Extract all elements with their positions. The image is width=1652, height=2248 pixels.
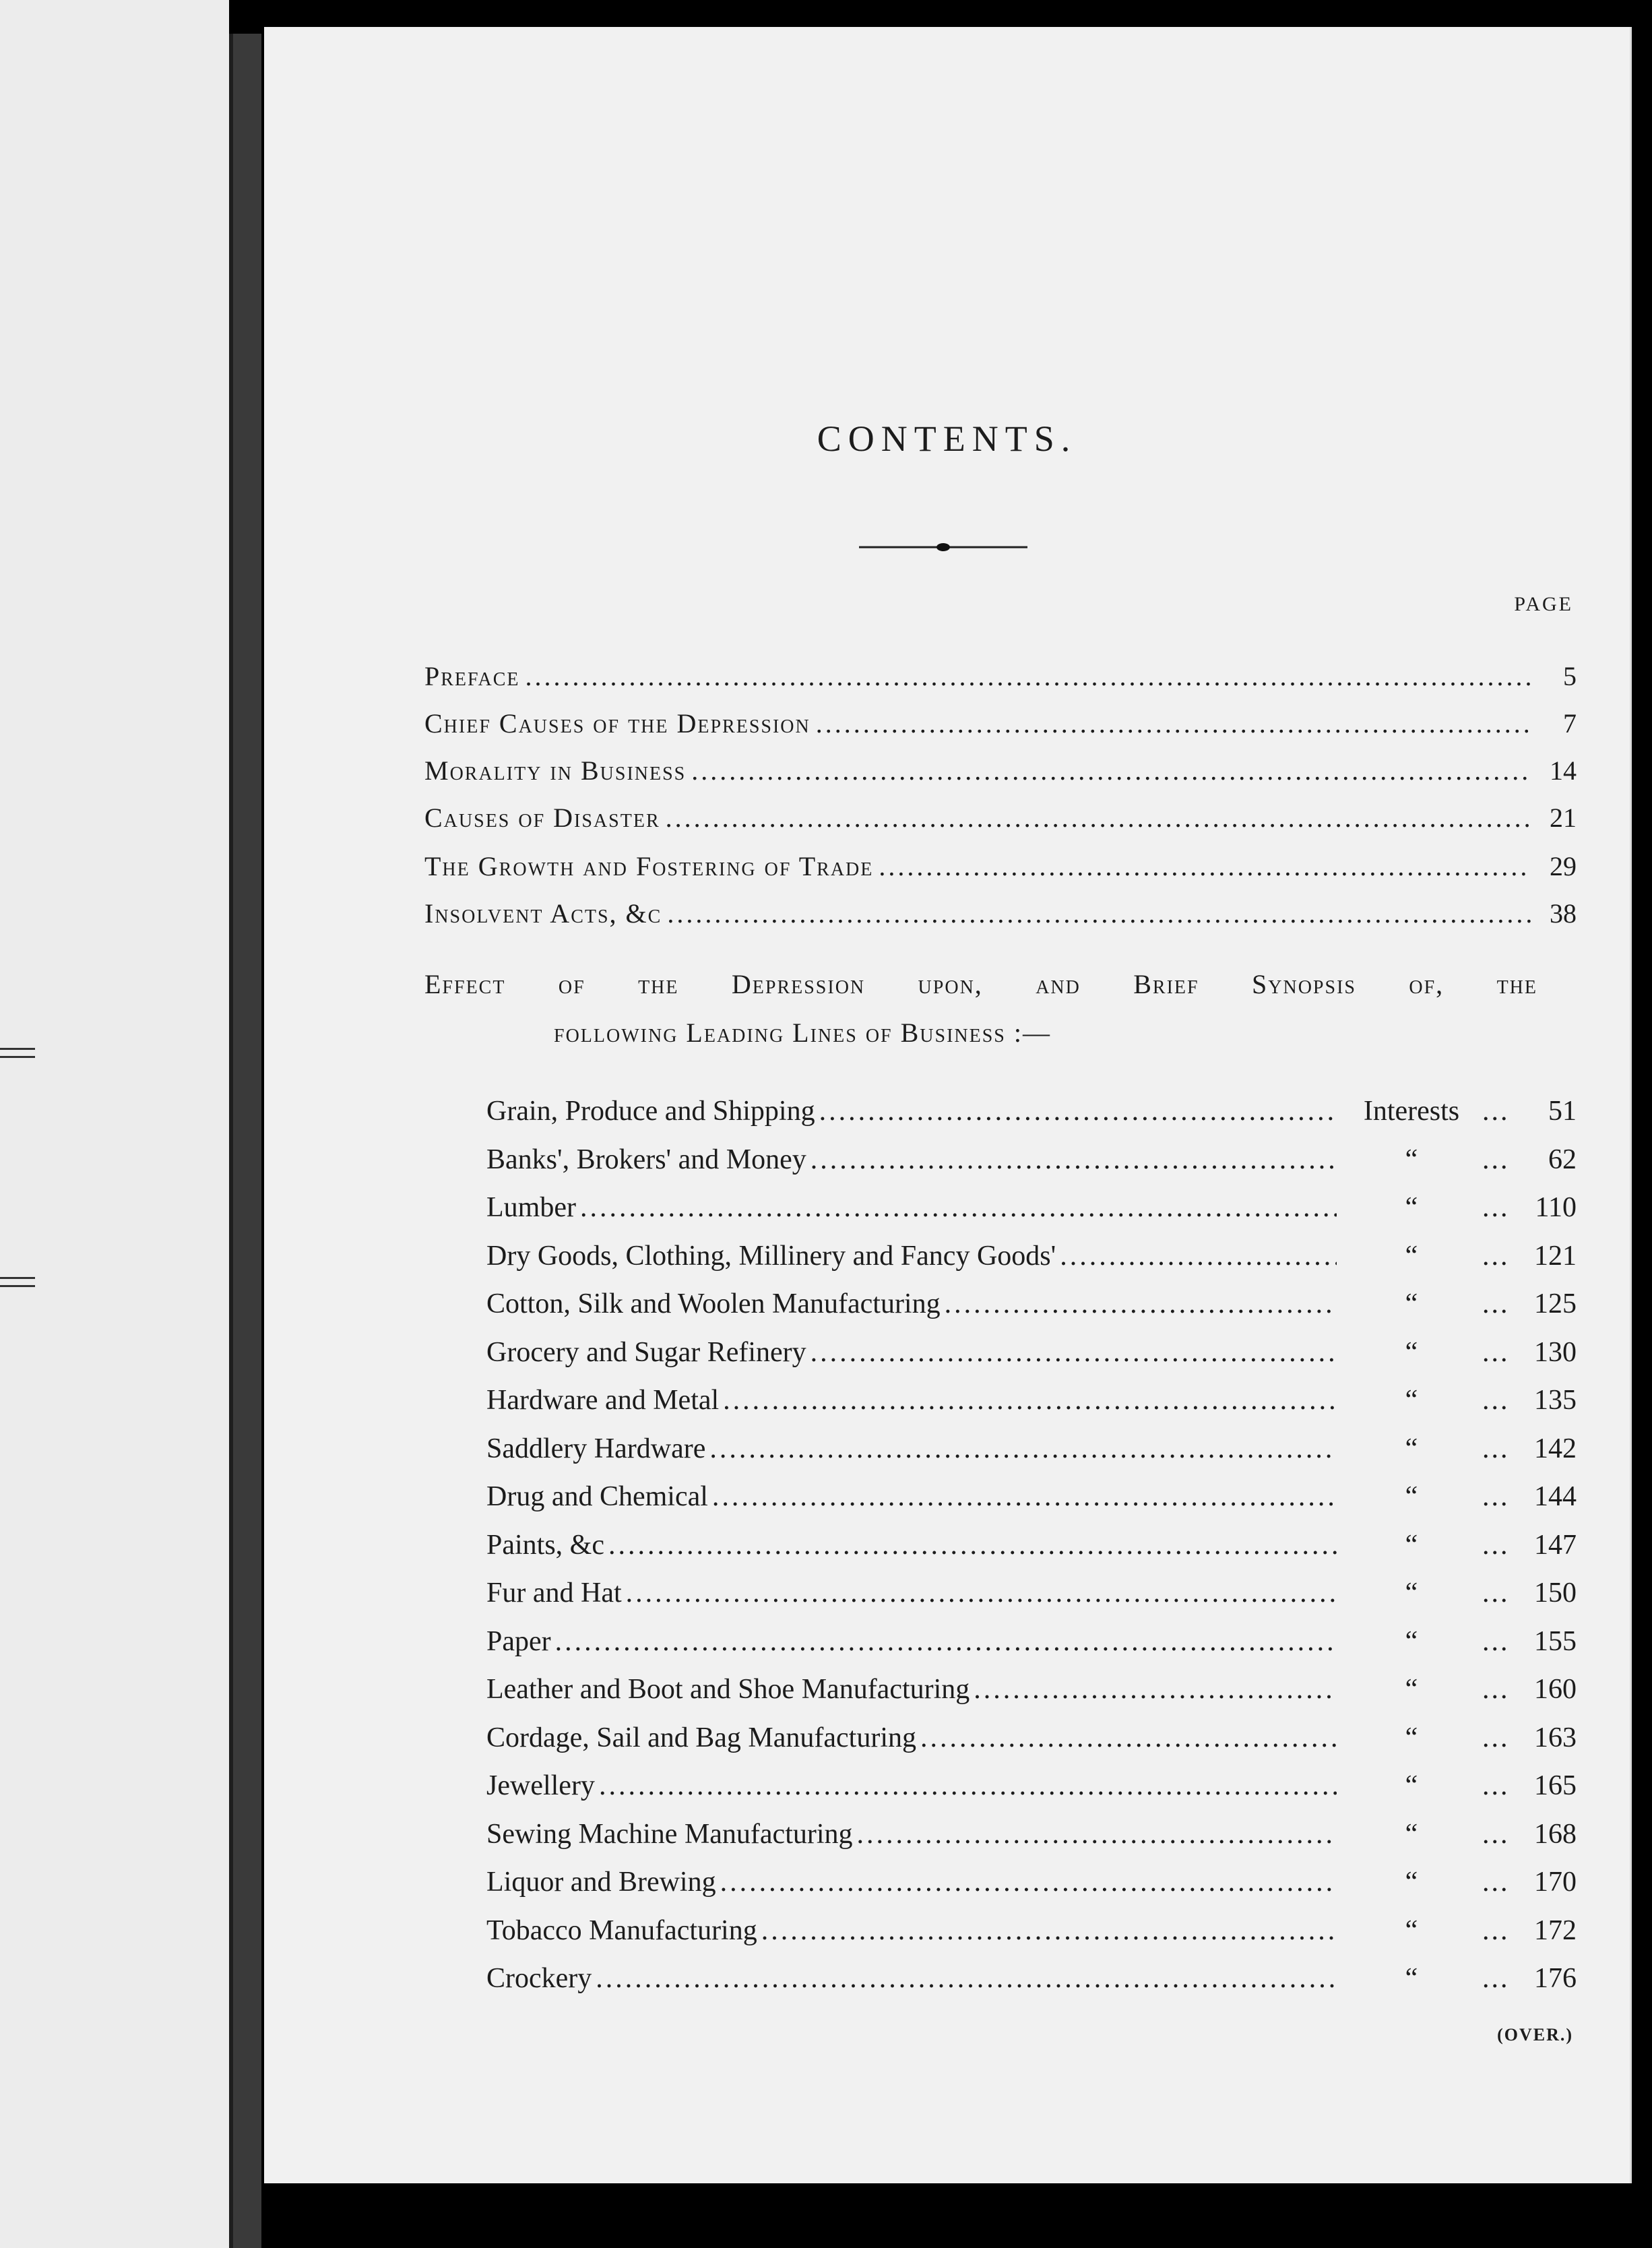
ditto-mark: Interests	[1363, 1096, 1460, 1127]
business-line-entry	[486, 1384, 1577, 1431]
ellipsis: ...	[1482, 1192, 1510, 1223]
section-heading: Effect of the Depression upon, and Brief Synopsis of, the	[424, 969, 1537, 999]
ditto-mark: “	[1405, 1867, 1418, 1898]
dot-leader	[712, 1480, 1337, 1513]
ditto-mark: “	[1405, 1529, 1418, 1561]
business-line-entry	[486, 1770, 1577, 1817]
ellipsis: ...	[1482, 1867, 1510, 1898]
business-line-page-number: 155	[1534, 1625, 1577, 1657]
page-column-label: PAGE	[1514, 593, 1573, 615]
ellipsis: ...	[1482, 1336, 1510, 1368]
entry-title: Morality in Business	[424, 755, 687, 786]
business-line-title: Cordage, Sail and Bag Manufacturing	[486, 1722, 916, 1753]
dot-leader	[608, 1529, 1337, 1561]
ditto-mark: “	[1405, 1240, 1418, 1272]
ellipsis: ...	[1482, 1674, 1510, 1705]
dot-leader	[811, 1336, 1337, 1369]
page-title: CONTENTS.	[817, 418, 1077, 459]
dot-leader	[667, 898, 1531, 929]
business-line-entry	[486, 1288, 1577, 1335]
dot-leader	[580, 1191, 1337, 1224]
ditto-mark: “	[1405, 1625, 1418, 1657]
business-line-page-number: 142	[1534, 1433, 1577, 1464]
business-line-title: Liquor and Brewing	[486, 1867, 716, 1898]
business-line-entry	[486, 1673, 1577, 1720]
contents-entry	[424, 708, 1577, 755]
contents-entry	[424, 802, 1577, 849]
business-line-entry	[486, 1529, 1577, 1576]
dot-leader	[879, 850, 1531, 882]
previous-page	[0, 0, 229, 2248]
ellipsis: ...	[1482, 1578, 1510, 1609]
dot-leader	[555, 1625, 1337, 1658]
entry-title: Causes of Disaster	[424, 803, 660, 833]
page-edge-mark	[0, 1285, 35, 1287]
entry-title: The Growth and Fostering of Trade	[424, 851, 874, 881]
dot-leader	[596, 1962, 1337, 1995]
dot-leader	[974, 1673, 1337, 1706]
business-line-page-number: 150	[1534, 1578, 1577, 1609]
business-line-page-number: 62	[1548, 1144, 1577, 1175]
business-line-entry	[486, 1962, 1577, 2009]
contents-entry	[424, 660, 1577, 708]
book-gutter	[229, 34, 261, 2248]
business-line-title: Lumber	[486, 1192, 576, 1223]
ellipsis: ...	[1482, 1722, 1510, 1753]
business-line-entry	[486, 1722, 1577, 1769]
business-line-page-number: 135	[1534, 1385, 1577, 1416]
business-line-title: Tobacco Manufacturing	[486, 1914, 757, 1946]
dot-leader	[599, 1770, 1337, 1802]
ditto-mark: “	[1405, 1336, 1418, 1368]
business-line-entry	[486, 1480, 1577, 1528]
page-edge-mark	[0, 1056, 35, 1058]
dot-leader	[920, 1722, 1337, 1754]
ditto-mark: “	[1405, 1963, 1418, 1994]
dot-leader	[723, 1384, 1337, 1416]
ellipsis: ...	[1482, 1914, 1510, 1946]
entry-page-number: 38	[1550, 898, 1577, 929]
entry-page-number: 14	[1550, 755, 1577, 786]
over-note: (OVER.)	[1497, 2025, 1573, 2044]
business-line-title: Sewing Machine Manufacturing	[486, 1818, 853, 1850]
dot-leader	[720, 1866, 1337, 1898]
ellipsis: ...	[1482, 1144, 1510, 1175]
ellipsis: ...	[1482, 1288, 1510, 1319]
business-line-page-number: 163	[1534, 1722, 1577, 1753]
business-line-title: Grocery and Sugar Refinery	[486, 1336, 806, 1368]
business-line-page-number: 110	[1535, 1192, 1577, 1223]
business-line-title: Grain, Produce and Shipping	[486, 1096, 815, 1127]
business-line-title: Jewellery	[486, 1770, 595, 1801]
business-line-entry	[486, 1577, 1577, 1624]
ellipsis: ...	[1482, 1096, 1510, 1127]
business-line-page-number: 144	[1534, 1481, 1577, 1512]
ditto-mark: “	[1405, 1144, 1418, 1175]
contents-entry	[424, 898, 1577, 945]
business-line-page-number: 51	[1548, 1096, 1577, 1127]
ditto-mark: “	[1405, 1914, 1418, 1946]
entry-page-number: 5	[1563, 661, 1577, 691]
business-line-entry	[486, 1625, 1577, 1673]
business-line-page-number: 172	[1534, 1914, 1577, 1946]
business-line-title: Crockery	[486, 1963, 592, 1994]
ditto-mark: “	[1405, 1433, 1418, 1464]
business-line-entry	[486, 1144, 1577, 1191]
dot-leader	[761, 1914, 1337, 1947]
ditto-mark: “	[1405, 1674, 1418, 1705]
business-line-title: Saddlery Hardware	[486, 1433, 706, 1464]
dot-leader	[666, 802, 1531, 834]
business-line-entry	[486, 1240, 1577, 1287]
business-line-page-number: 165	[1534, 1770, 1577, 1801]
entry-title: Chief Causes of the Depression	[424, 708, 811, 739]
business-line-title: Banks', Brokers' and Money	[486, 1144, 806, 1175]
ditto-mark: “	[1405, 1578, 1418, 1609]
business-line-page-number: 130	[1534, 1336, 1577, 1368]
section-heading-continued: following Leading Lines of Business :—	[554, 1018, 1051, 1048]
ditto-mark: “	[1405, 1818, 1418, 1850]
ellipsis: ...	[1482, 1770, 1510, 1801]
business-line-page-number: 125	[1534, 1288, 1577, 1319]
ellipsis: ...	[1482, 1481, 1510, 1512]
ditto-mark: “	[1405, 1770, 1418, 1801]
business-line-page-number: 147	[1534, 1529, 1577, 1561]
business-line-page-number: 176	[1534, 1963, 1577, 1994]
business-line-title: Cotton, Silk and Woolen Manufacturing	[486, 1288, 941, 1319]
ditto-mark: “	[1405, 1288, 1418, 1319]
business-line-title: Fur and Hat	[486, 1578, 622, 1609]
ellipsis: ...	[1482, 1240, 1510, 1272]
ditto-mark: “	[1405, 1192, 1418, 1223]
business-line-entry	[486, 1336, 1577, 1383]
business-line-entry	[486, 1191, 1577, 1239]
entry-title: Preface	[424, 661, 520, 691]
ornament-divider	[859, 539, 1027, 555]
page-edge-mark	[0, 1048, 35, 1050]
entry-page-number: 7	[1563, 708, 1577, 739]
business-line-entry	[486, 1818, 1577, 1865]
dot-leader	[816, 708, 1531, 739]
business-line-title: Paints, &c	[486, 1529, 604, 1561]
entry-page-number: 21	[1550, 803, 1577, 833]
business-line-page-number: 170	[1534, 1867, 1577, 1898]
business-line-title: Leather and Boot and Shoe Manufacturing	[486, 1674, 970, 1705]
dot-leader	[526, 660, 1531, 692]
ellipsis: ...	[1482, 1433, 1510, 1464]
dot-leader	[945, 1288, 1337, 1320]
entry-title: Insolvent Acts, &c	[424, 898, 662, 929]
dot-leader	[857, 1818, 1337, 1850]
ellipsis: ...	[1482, 1385, 1510, 1416]
business-line-page-number: 121	[1534, 1240, 1577, 1272]
dot-leader	[691, 755, 1531, 786]
business-line-page-number: 168	[1534, 1818, 1577, 1850]
contents-entry	[424, 850, 1577, 898]
ellipsis: ...	[1482, 1529, 1510, 1561]
contents-entry	[424, 755, 1577, 802]
business-line-title: Dry Goods, Clothing, Millinery and Fancy Goods'	[486, 1240, 1056, 1272]
ellipsis: ...	[1482, 1963, 1510, 1994]
ditto-mark: “	[1405, 1385, 1418, 1416]
business-line-title: Hardware and Metal	[486, 1385, 720, 1416]
business-line-title: Paper	[486, 1625, 551, 1657]
ellipsis: ...	[1482, 1625, 1510, 1657]
dot-leader	[709, 1433, 1337, 1465]
dot-leader	[1060, 1240, 1337, 1272]
page-edge-mark	[0, 1277, 35, 1279]
ditto-mark: “	[1405, 1481, 1418, 1512]
business-line-title: Drug and Chemical	[486, 1481, 708, 1512]
ditto-mark: “	[1405, 1722, 1418, 1753]
business-line-page-number: 160	[1534, 1674, 1577, 1705]
business-line-entry	[486, 1914, 1577, 1962]
business-line-entry	[486, 1433, 1577, 1480]
dot-leader	[819, 1095, 1337, 1127]
contents-page	[264, 27, 1632, 2183]
entry-page-number: 29	[1550, 851, 1577, 881]
dot-leader	[626, 1577, 1337, 1609]
business-line-entry	[486, 1866, 1577, 1913]
dot-leader	[811, 1144, 1337, 1176]
ellipsis: ...	[1482, 1818, 1510, 1850]
business-line-entry	[486, 1095, 1577, 1142]
